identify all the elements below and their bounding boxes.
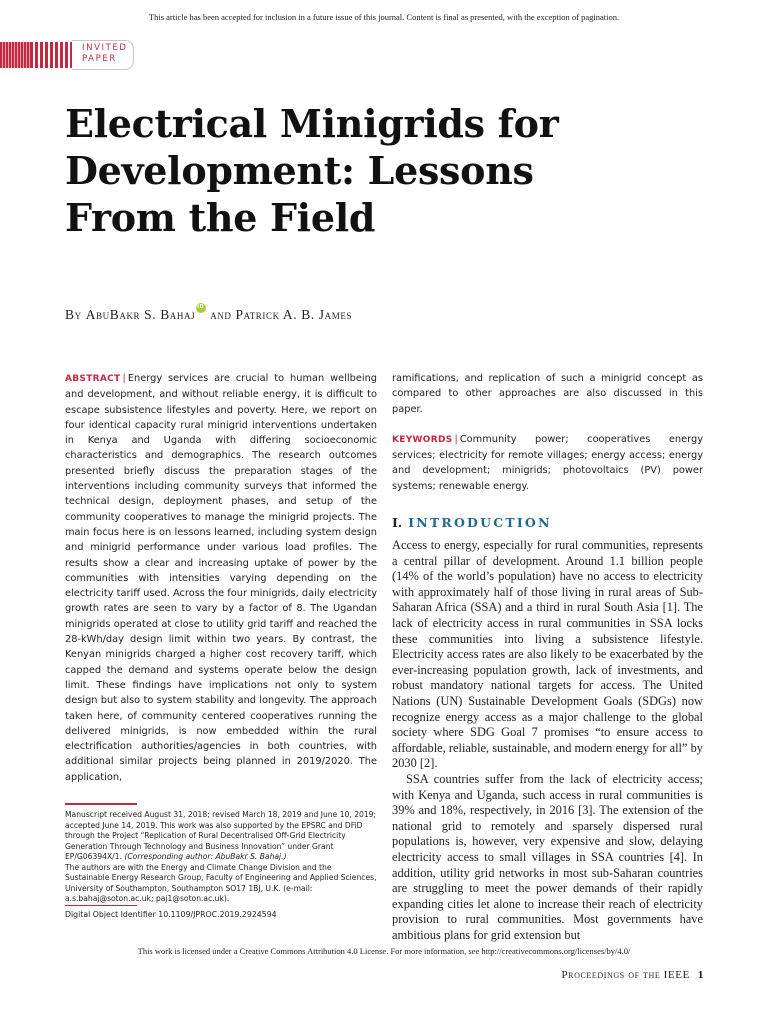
author-conjunction: and bbox=[210, 307, 232, 322]
badge-stripes-graphic bbox=[0, 42, 72, 68]
intro-paragraph-1: Access to energy, especially for rural communities, represents a central pillar of development. Around 1.1 billion people (14% of the world’s population) have no access to electricity with approximately half of those living in rural areas of Sub-Saharan Africa (SSA) and a third in rural South Asia [1]. The lack of electricity access in rural communities in SSA locks these communities into living a subsistence lifestyle. Electricity access rates are also likely to be exacerbated by the ever-increasing population growth, lack of investments, and robust mandatory national targets for access. The United Nations (UN) Sustainable Development Goals (SDGs) now recognize energy access as a major challenge to the global society where SDG Goal 7 promises “to ensure access to affordable, reliable, sustainable, and modern energy for all” by 2030 [2]. bbox=[392, 538, 703, 771]
doi-line[interactable]: Digital Object Identifier 10.1109/JPROC.2019.2924594 bbox=[65, 910, 277, 919]
orcid-icon[interactable] bbox=[196, 303, 206, 313]
affiliation-note: The authors are with the Energy and Climate Change Division and the Sustainable Energy Research Group, Faculty of Engineering and Applied Sciences, University of Southampton, Southampton SO17 1BJ, U.K. (e-mail: a.s.bahaj@soton.ac.uk; paj1@soton.ac.uk). bbox=[65, 862, 377, 903]
invited-paper-badge bbox=[0, 40, 136, 70]
author-prefix: By bbox=[65, 307, 82, 322]
keywords-label: KEYWORDS bbox=[392, 434, 453, 445]
section-title: INTRODUCTION bbox=[408, 515, 552, 531]
abstract-text bbox=[65, 371, 377, 785]
paper-title: Electrical Minigrids for Development: Lessons From the Field bbox=[65, 101, 559, 240]
badge-line-invited: INVITED bbox=[82, 43, 128, 53]
section-heading bbox=[392, 515, 703, 530]
manuscript-note bbox=[65, 810, 377, 863]
footnote-block bbox=[65, 810, 377, 905]
acceptance-notice: This article has been accepted for inclusion in a future issue of this journal. Content is final as presented, with the exception of pagination. bbox=[148, 12, 620, 22]
abstract-body-left: Energy services are crucial to human wellbeing and development, and without reliable energy, it is difficult to escape subsistence lifestyles and poverty. Here, we report on four identical capacity rural minigrid interventions undertaken in Kenya and Uganda with differing socioeconomic characteristics and demographics. The research outcomes presented briefly discuss the preparation stages of the interventions including community surveys that informed the technical design, deployment phases, and setup of the community cooperatives to manage the minigrid projects. The main focus here is on lessons learned, including system design and minigrid performance under various load profiles. The results show a clear and increasing uptake of power by the communities with intensities varying depending on the electricity tariff used. Across the four minigrids, daily electricity growth rates are seen to vary by a factor of 8. The Ugandan minigrids operated at close to utility grid tariff and reached the 28-kWh/day design limit within two years. By contrast, the Kenyan minigrids charged a higher cost recovery tariff, which capped the demand and systems operate below the design limit. These findings have implications not only to system design but also to system stability and longevity. The approach taken here, of community centered cooperatives running the delivered minigrids, is now embedded within the rural electrification authorities/agencies in both countries, with additional similar projects being planned in 2019/2020. The application, bbox=[65, 373, 377, 783]
corresponding-author-note: (Corresponding author: AbuBakr S. Bahaj.) bbox=[124, 852, 287, 861]
author-line bbox=[65, 303, 352, 323]
introduction-body bbox=[392, 538, 703, 943]
keywords-text: Community power; cooperatives energy services; electricity for remote villages; energy access; energy and development; minigrids; photovoltaics (PV) power systems; renewable energy. bbox=[392, 433, 703, 492]
keywords-block bbox=[392, 432, 703, 494]
right-column bbox=[392, 371, 703, 944]
abstract-separator: | bbox=[122, 373, 126, 384]
page-number: 1 bbox=[697, 969, 704, 981]
badge-label bbox=[82, 43, 130, 65]
abstract-label: ABSTRACT bbox=[65, 374, 121, 384]
journal-name: Proceedings of the IEEE bbox=[561, 969, 690, 981]
intro-paragraph-2: SSA countries suffer from the lack of electricity access; with Kenya and Uganda, such access in rural communities is 39% and 18%, respectively, in 2016 [3]. The extension of the national grid to remotely and sparsely dispersed rural populations is, however, very expensive and slow, delaying electricity access to small villages in SSA countries [4]. In addition, utility grid networks in most sub-Saharan countries are struggling to meet the power demands of their rapidly expanding cities let alone to increase their reach of electricity provision to rural communities. Most governments have ambitious plans for grid extension but bbox=[392, 771, 703, 942]
left-column bbox=[65, 371, 377, 785]
footnote-divider bbox=[65, 803, 137, 805]
author-2[interactable]: Patrick A. B. James bbox=[235, 307, 353, 322]
page-footer bbox=[561, 969, 704, 981]
author-1[interactable]: AbuBakr S. Bahaj bbox=[85, 307, 196, 322]
license-notice: This work is licensed under a Creative Commons Attribution 4.0 License. For more information, see http://creativecommons.org/licenses/by/4.0/ bbox=[137, 946, 631, 956]
abstract-continuation: ramifications, and replication of such a minigrid concept as compared to other approaches are also discussed in this paper. bbox=[392, 373, 703, 415]
doi-divider bbox=[65, 905, 137, 906]
section-number: I. bbox=[392, 515, 403, 531]
manuscript-text: Manuscript received August 31, 2018; revised March 18, 2019 and June 10, 2019; accepted June 14, 2019. This work was also supported by the EPSRC and DFiD through the Project “Replication of Rural Decentralised Off-Grid Electricity Generation Through Technology and Business Innovation” under Grant EP/G06394X/1. bbox=[65, 810, 377, 861]
keywords-separator: | bbox=[454, 433, 458, 445]
badge-line-paper: PAPER bbox=[82, 54, 117, 64]
